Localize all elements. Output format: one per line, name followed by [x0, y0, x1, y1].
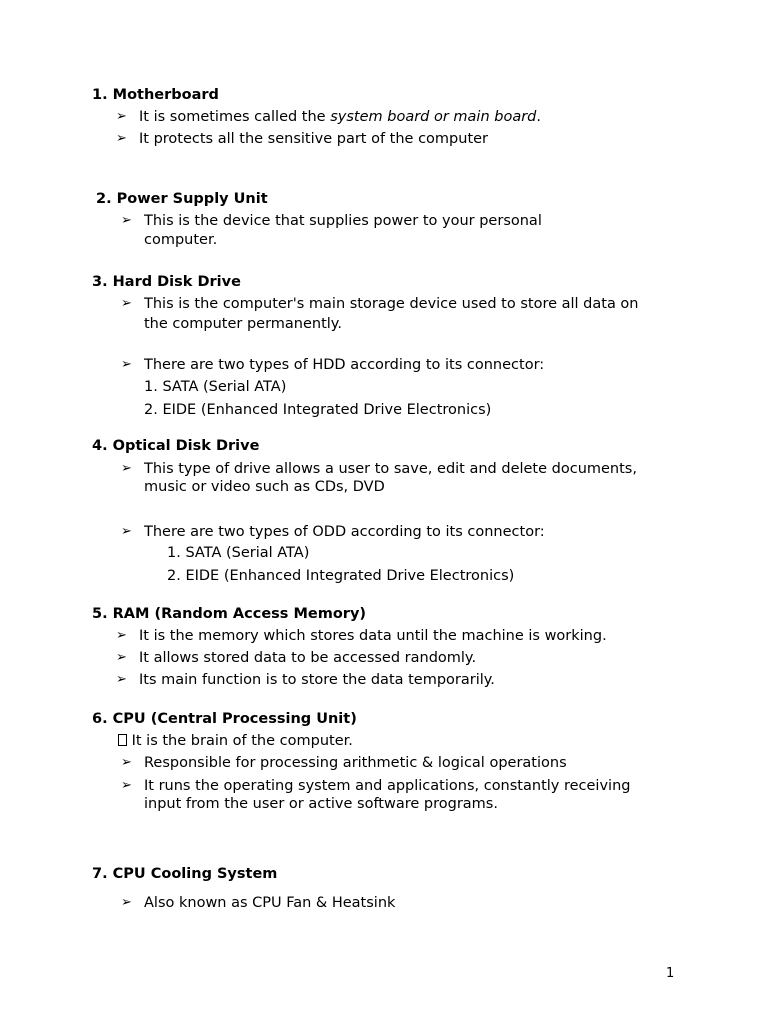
odd-numbered-item-1: 1. SATA (Serial ATA): [167, 545, 310, 561]
motherboard-bullet-2: It protects all the sensitive part of the computer: [139, 131, 489, 147]
cpu-bullet-3-line-2: input from the user or active software programs.: [144, 796, 498, 812]
heading-cpu-cooling-system: 7. CPU Cooling System: [92, 866, 278, 882]
hdd-bullet-1-line-2: the computer permanently.: [144, 316, 342, 332]
heading-cpu: 6. CPU (Central Processing Unit): [92, 711, 357, 727]
cpu-bullet-2: Responsible for processing arithmetic & logical operations: [144, 755, 567, 771]
cpu-bullet-1: It is the brain of the computer.: [118, 732, 353, 750]
emphasis-text: system board or main board: [330, 109, 537, 125]
hdd-bullet-2: There are two types of HDD according to its connector:: [144, 357, 545, 373]
cooling-bullet-1: Also known as CPU Fan & Heatsink: [144, 895, 396, 911]
bullet-arrow-icon: ➢: [121, 778, 132, 793]
ram-bullet-2: It allows stored data to be accessed randomly.: [139, 650, 477, 666]
bullet-arrow-icon: ➢: [116, 650, 127, 665]
bullet-arrow-icon: ➢: [121, 213, 132, 228]
hdd-numbered-item-1: 1. SATA (Serial ATA): [144, 379, 287, 395]
bullet-arrow-icon: ➢: [116, 672, 127, 687]
bullet-arrow-icon: ➢: [121, 461, 132, 476]
heading-optical-disk-drive: 4. Optical Disk Drive: [92, 438, 260, 454]
heading-power-supply-unit: 2. Power Supply Unit: [96, 191, 268, 207]
heading-hard-disk-drive: 3. Hard Disk Drive: [92, 274, 241, 290]
psu-bullet-1-line-2: computer.: [144, 232, 218, 248]
ram-bullet-3: Its main function is to store the data temporarily.: [139, 672, 495, 688]
bullet-arrow-icon: ➢: [121, 755, 132, 770]
cpu-bullet-3-line-1: It runs the operating system and applications, constantly receiving: [144, 778, 631, 794]
bullet-arrow-icon: ➢: [121, 524, 132, 539]
bullet-arrow-icon: ➢: [121, 895, 132, 910]
odd-numbered-item-2: 2. EIDE (Enhanced Integrated Drive Electronics): [167, 568, 515, 584]
heading-ram: 5. RAM (Random Access Memory): [92, 606, 367, 622]
bullet-arrow-icon: ➢: [116, 628, 127, 643]
bullet-arrow-icon: ➢: [116, 131, 127, 146]
psu-bullet-1-line-1: This is the device that supplies power to your personal: [144, 213, 542, 229]
bullet-arrow-icon: ➢: [121, 357, 132, 372]
ram-bullet-1: It is the memory which stores data until the machine is working.: [139, 628, 607, 644]
missing-glyph-icon: [118, 734, 127, 746]
hdd-numbered-item-2: 2. EIDE (Enhanced Integrated Drive Electronics): [144, 402, 492, 418]
bullet-arrow-icon: ➢: [116, 109, 127, 124]
odd-bullet-2: There are two types of ODD according to its connector:: [144, 524, 545, 540]
hdd-bullet-1-line-1: This is the computer's main storage device used to store all data on: [144, 296, 639, 312]
heading-motherboard: 1. Motherboard: [92, 87, 219, 103]
odd-bullet-1-line-2: music or video such as CDs, DVD: [144, 479, 385, 495]
page-number: 1: [666, 966, 675, 981]
motherboard-bullet-1: It is sometimes called the system board or main board.: [139, 109, 541, 125]
odd-bullet-1-line-1: This type of drive allows a user to save, edit and delete documents,: [144, 461, 637, 477]
bullet-arrow-icon: ➢: [121, 296, 132, 311]
